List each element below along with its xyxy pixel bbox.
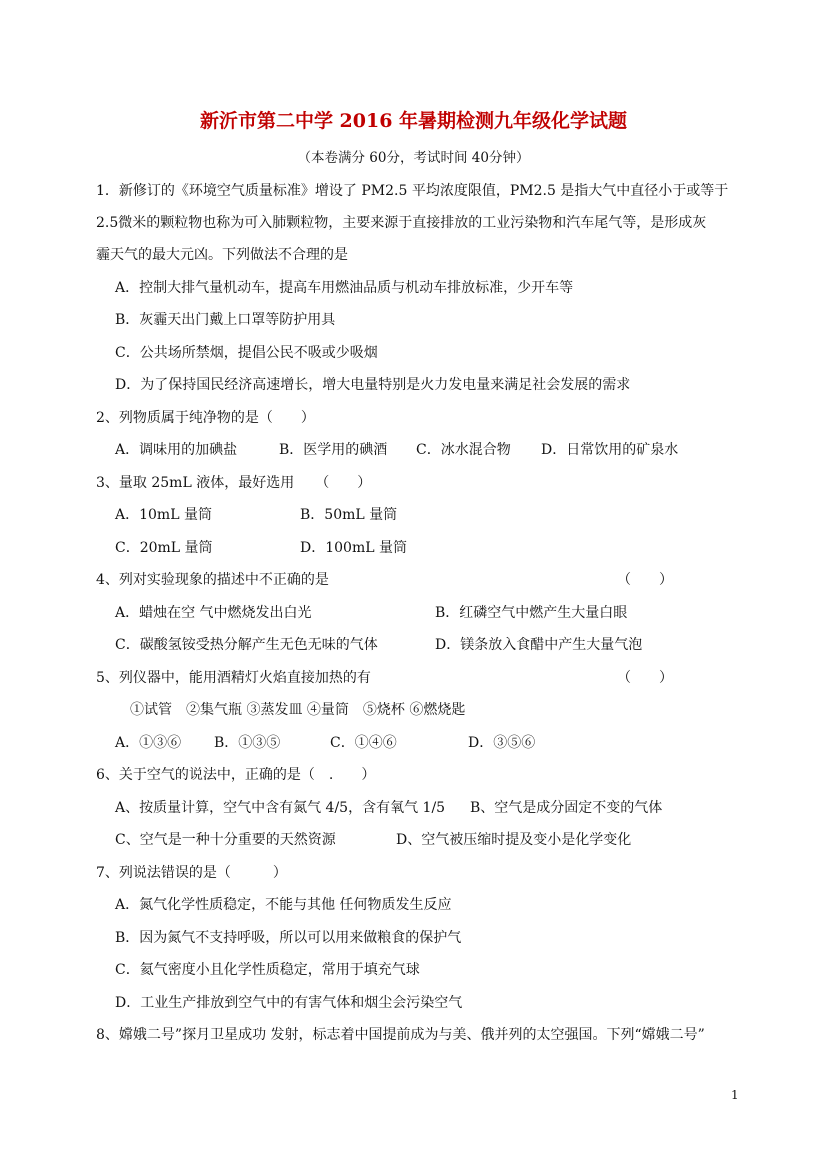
question-8-stem: 8、嫦娥二号”探月卫星成功 发射，标志着中国提前成为与美、俄并列的太空强国。下列“嫦娥二号” (96, 1027, 705, 1043)
question-4-option-a: A．蜡烛在空 气中燃烧发出白光 (115, 605, 312, 621)
question-3-option-a: A．10mL 量筒 (115, 507, 212, 523)
question-6-option-a: A、按质量计算，空气中含有氮气 4/5，含有氧气 1/5 (115, 800, 446, 816)
question-5-answer-blank: （ ） (617, 670, 673, 686)
question-4-answer-blank: （ ） (617, 572, 673, 588)
question-7-option-d: D．工业生产排放到空气中的有害气体和烟尘会污染空气 (115, 995, 463, 1011)
question-3-option-b: B．50mL 量筒 (300, 507, 398, 523)
question-4-stem: 4、列对实验现象的描述中不正确的是 (96, 572, 329, 588)
page-number: 1 (731, 1088, 739, 1102)
question-3-stem: 3、量取 25mL 液体，最好选用 （ ） (96, 475, 372, 491)
question-7-option-c: C．氦气密度小且化学性质稳定，常用于填充气球 (115, 962, 420, 978)
question-2-option-c: C．冰水混合物 (416, 442, 511, 458)
question-2-stem: 2、列物质属于纯净物的是（ ） (96, 410, 315, 426)
question-1-option-a: A．控制大排气量机动车，提高车用燃油品质与机动车排放标准，少开车等 (115, 280, 574, 296)
question-4-option-d: D．镁条放入食醋中产生大量气泡 (435, 637, 643, 653)
question-5-instrument-list: ①试管 ②集气瓶 ③蒸发皿 ④量筒 ⑤烧杯 ⑥燃烧匙 (130, 702, 466, 718)
question-2-option-b: B．医学用的碘酒 (279, 442, 388, 458)
question-2-option-d: D．日常饮用的矿泉水 (541, 442, 679, 458)
question-3-option-d: D．100mL 量筒 (300, 540, 407, 556)
question-6-option-c: C、空气是一种十分重要的天然资源 (115, 832, 336, 848)
question-5-option-a: A．①③⑥ (115, 735, 182, 751)
question-3-option-c: C．20mL 量筒 (115, 540, 213, 556)
question-7-option-b: B．因为氮气不支持呼吸，所以可以用来做粮食的保护气 (115, 930, 462, 946)
question-1-line-1: 1．新修订的《环境空气质量标准》增设了 PM2.5 平均浓度限值，PM2.5 是指大气中直径小于或等于 (96, 183, 729, 199)
question-5-option-c: C．①④⑥ (330, 735, 397, 751)
question-1-option-b: B．灰霾天出门戴上口罩等防护用具 (115, 312, 336, 328)
question-7-option-a: A．氮气化学性质稳定，不能与其他 任何物质发生反应 (115, 897, 452, 913)
question-6-stem: 6、关于空气的说法中，正确的是（ . ） (96, 767, 376, 783)
question-5-option-d: D．③⑤⑥ (468, 735, 536, 751)
question-4-option-c: C．碳酸氢铵受热分解产生无色无味的气体 (115, 637, 378, 653)
question-1-option-c: C．公共场所禁烟，提倡公民不吸或少吸烟 (115, 345, 378, 361)
document-subtitle: （本卷满分 60分，考试时间 40分钟） (297, 150, 530, 166)
question-5-option-b: B．①③⑤ (214, 735, 281, 751)
question-1-line-3: 霾天气的最大元凶。下列做法不合理的是 (96, 247, 348, 263)
question-4-option-b: B．红磷空气中燃产生大量白眼 (435, 605, 628, 621)
question-6-option-d: D、空气被压缩时提及变小是化学变化 (396, 832, 632, 848)
question-2-option-a: A．调味用的加碘盐 (115, 442, 238, 458)
question-7-stem: 7、列说法错误的是（ ） (96, 865, 287, 881)
document-title: 新沂市第二中学 2016 年暑期检测九年级化学试题 (199, 110, 628, 132)
question-5-stem: 5、列仪器中，能用酒精灯火焰直接加热的有 (96, 670, 371, 686)
question-6-option-b: B、空气是成分固定不变的气体 (470, 800, 663, 816)
question-1-line-2: 2.5微米的颗粒物也称为可入肺颗粒物，主要来源于直接排放的工业污染物和汽车尾气等，是形成灰 (96, 215, 707, 231)
question-1-option-d: D．为了保持国民经济高速增长，增大电量特别是火力发电量来满足社会发展的需求 (115, 377, 631, 393)
